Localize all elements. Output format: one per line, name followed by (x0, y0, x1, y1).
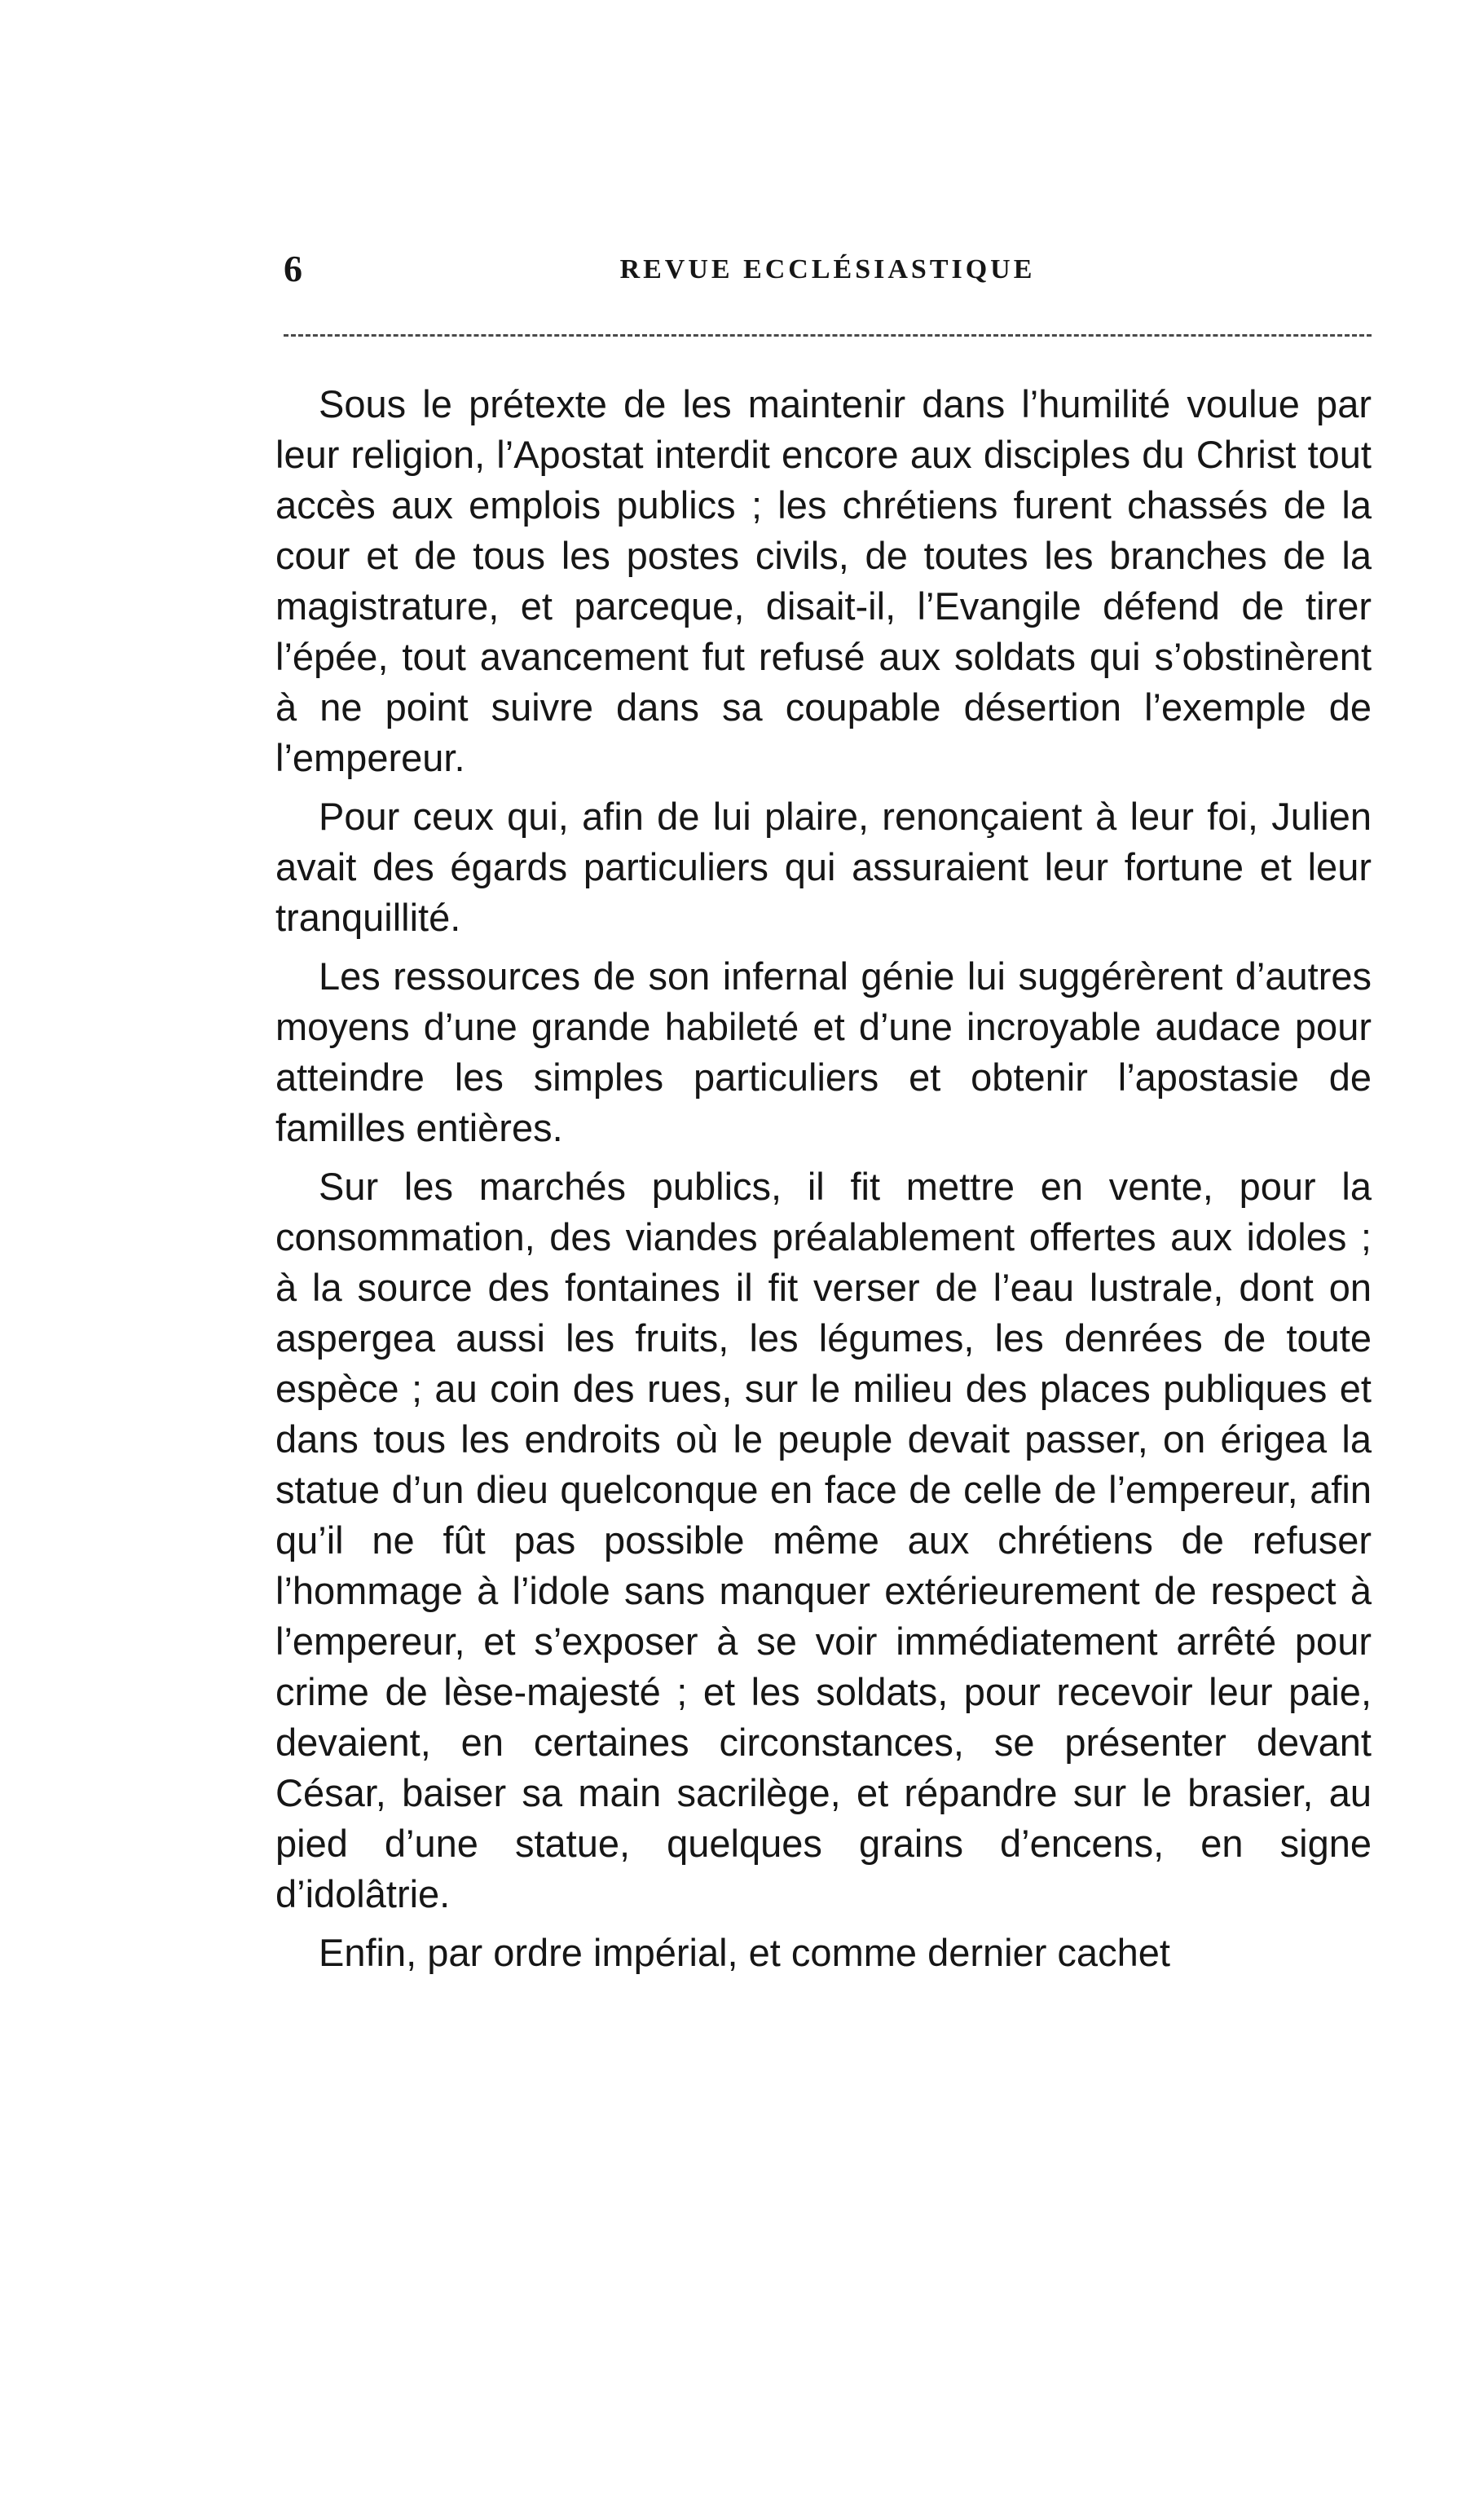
running-head (284, 245, 1372, 293)
running-title: REVUE ECCLÉSIASTIQUE (619, 254, 1036, 284)
paragraph: Enfin, par ordre impérial, et comme dernier cachet (319, 1931, 1170, 1974)
header-rule (284, 334, 1372, 337)
paragraph: Sous le prétexte de les maintenir dans l’humilité voulue par leur religion, l’Apostat interdit encore aux disciples du Christ tout accès aux emplois publics ; les chrétiens furent chassés de la cour et de tous les postes civils, de toutes les branches de la magistrature, et parceque, disait-il, l’Evangile défend de tirer l’épée, tout avancement fut refusé aux soldats qui s’obstinèrent à ne point suivre dans sa coupable désertion l’exemple de l’empereur. (275, 382, 1372, 779)
paragraph: Sur les marchés publics, il fit mettre en vente, pour la consommation, des viandes préalablement offertes aux idoles ; à la source des fontaines il fit verser de l’eau lustrale, dont on aspergea aussi les fruits, les légumes, les denrées de toute espèce ; au coin des rues, sur le milieu des places publiques et dans tous les endroits où le peuple devait passer, on érigea la statue d’un dieu quelconque en face de celle de l’empereur, afin qu’il ne fût pas possible même aux chrétiens de refuser l’hommage à l’idole sans manquer extérieurement de respect à l’empereur, et s’exposer à se voir immédiatement arrêté pour crime de lèse-majesté ; et les soldats, pour recevoir leur paie, devaient, en certaines circonstances, se présenter devant César, baiser sa main sacrilège, et répandre sur le brasier, au pied d’une statue, quelques grains d’encens, en signe d’idolâtrie. (275, 1165, 1372, 1915)
paragraph: Les ressources de son infernal génie lui suggérèrent d’autres moyens d’une grande habileté et d’une incroyable audace pour atteindre les simples particuliers et obtenir l’apostasie de familles entières. (275, 954, 1372, 1149)
paragraph: Pour ceux qui, afin de lui plaire, renonçaient à leur foi, Julien avait des égards particuliers qui assuraient leur fortune et leur tranquillité. (275, 795, 1372, 939)
body-text (275, 379, 1372, 1986)
page-number: 6 (284, 248, 302, 289)
